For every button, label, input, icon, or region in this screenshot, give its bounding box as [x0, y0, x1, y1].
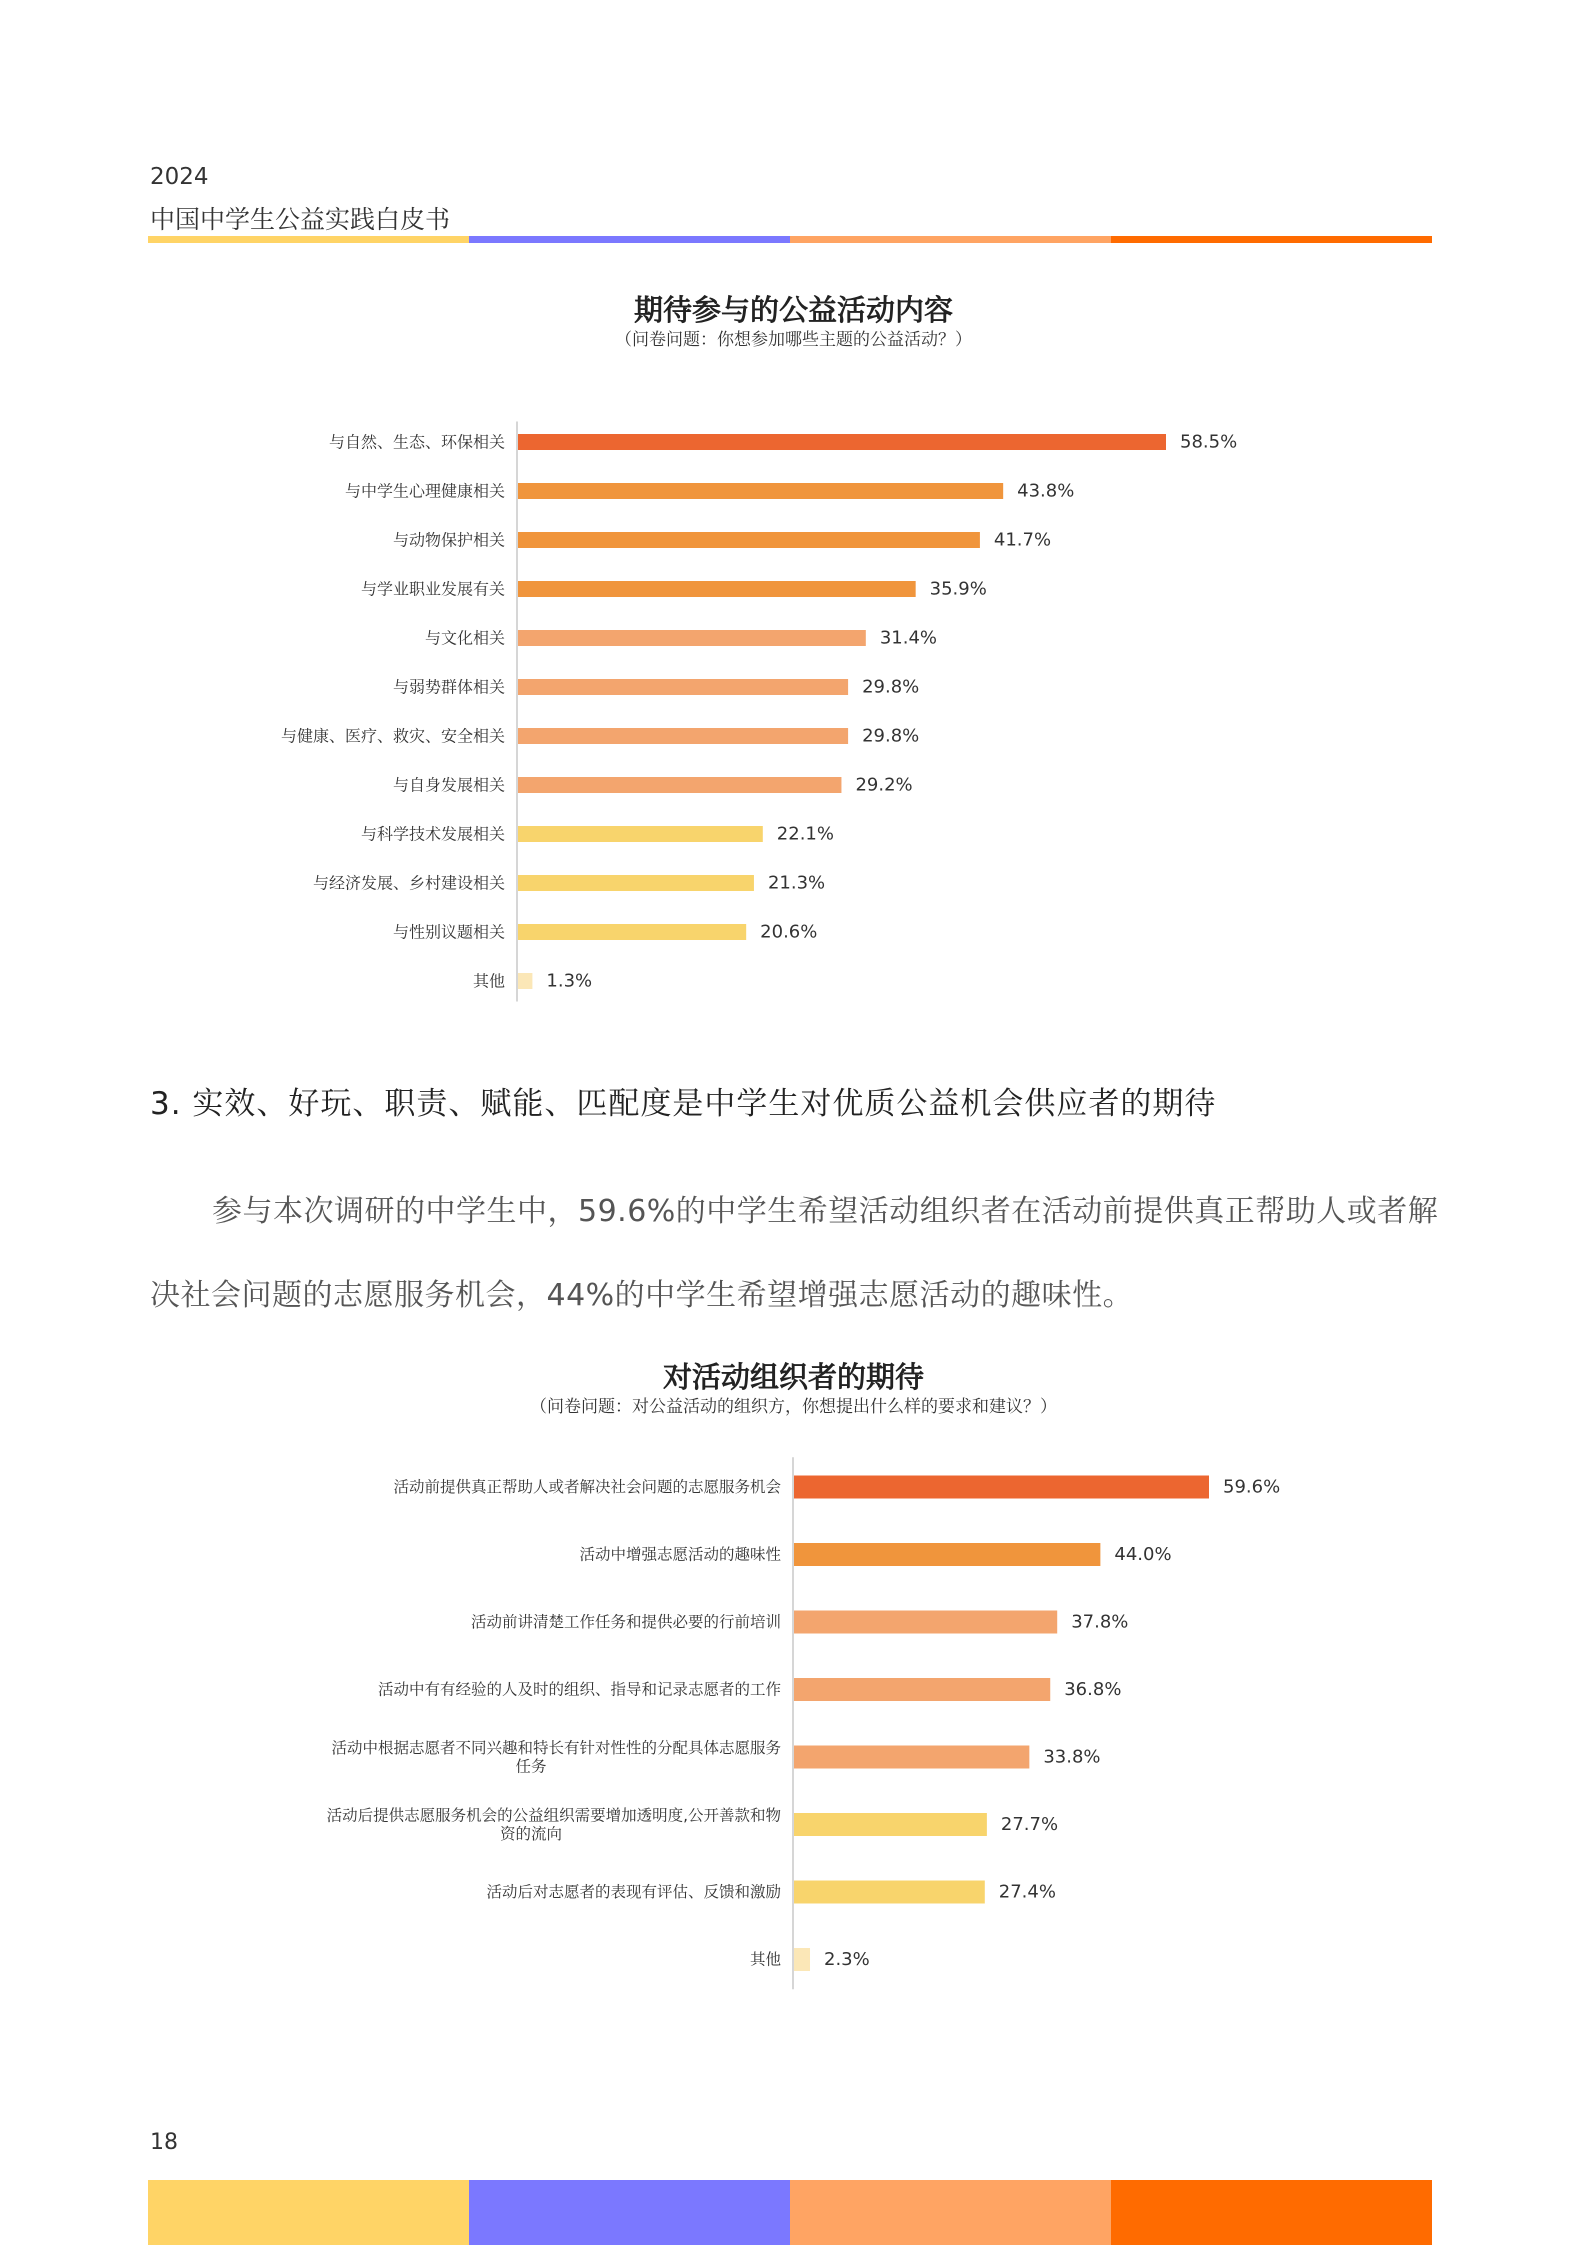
section-heading: 3. 实效、好玩、职责、赋能、匹配度是中学生对优质公益机会供应者的期待 — [150, 1086, 1217, 1122]
chart2-bar-6 — [794, 1881, 985, 1904]
chart2-category-label-2: 活动前讲清楚工作任务和提供必要的行前培训 — [470, 1613, 781, 1631]
chart1-value-label-10: 20.6% — [760, 921, 818, 943]
chart1-value-label-7: 29.2% — [855, 774, 913, 796]
chart1-bar-0 — [518, 434, 1166, 450]
chart2-value-label-4: 33.8% — [1043, 1746, 1101, 1768]
chart1-bar-6 — [518, 728, 848, 744]
footer-stripe-segment-1 — [469, 2180, 790, 2245]
chart1-value-label-6: 29.8% — [862, 725, 920, 747]
chart1-category-label-11: 其他 — [472, 971, 505, 991]
chart1-category-label-10: 与性别议题相关 — [392, 922, 505, 942]
chart2-category-label-5-line-1: 资的流向 — [499, 1824, 563, 1843]
chart1-subtitle: （问卷问题：你想参加哪些主题的公益活动？） — [615, 330, 972, 350]
chart2-category-label-0: 活动前提供真正帮助人或者解决社会问题的志愿服务机会 — [393, 1478, 781, 1496]
chart2-category-label-4-line-1: 任务 — [515, 1757, 547, 1776]
chart1-category-label-6: 与健康、医疗、救灾、安全相关 — [280, 726, 505, 746]
chart2-bar-3 — [794, 1678, 1050, 1701]
chart1-category-label-8: 与科学技术发展相关 — [360, 824, 505, 844]
chart2-bar-chart — [0, 1455, 1587, 1995]
chart1-bar-8 — [518, 826, 763, 842]
page-number: 18 — [150, 2130, 178, 2155]
chart1-category-label-0: 与自然、生态、环保相关 — [328, 432, 505, 452]
chart2-value-label-2: 37.8% — [1071, 1611, 1129, 1633]
chart2-title: 对活动组织者的期待 — [662, 1360, 924, 1394]
document-title: 中国中学生公益实践白皮书 — [150, 205, 451, 234]
chart1-bar-7 — [518, 777, 841, 793]
chart1-bar-11 — [518, 973, 532, 989]
chart1-bar-1 — [518, 483, 1003, 499]
body-paragraph: 参与本次调研的中学生中，59.6%的中学生希望活动组织者在活动前提供真正帮助人或者解决社会问题的志愿服务机会，44%的中学生希望增强志愿活动的趣味性。 — [150, 1194, 1439, 1313]
chart1-category-label-7: 与自身发展相关 — [392, 775, 505, 795]
chart1-category-label-9: 与经济发展、乡村建设相关 — [312, 873, 505, 893]
footer-stripe — [148, 2180, 1432, 2245]
header-stripe-segment-1 — [469, 236, 790, 243]
chart1-value-label-2: 41.7% — [993, 529, 1052, 551]
chart2-bar-5 — [794, 1813, 987, 1836]
chart1-value-label-8: 22.1% — [776, 823, 834, 845]
chart1-value-label-5: 29.8% — [862, 676, 920, 698]
chart1-bar-chart — [0, 405, 1587, 1005]
header-stripe-segment-3 — [1111, 236, 1432, 243]
chart1-bar-2 — [518, 532, 980, 548]
chart1-value-label-3: 35.9% — [929, 578, 987, 600]
chart2-category-label-1: 活动中增强志愿活动的趣味性 — [579, 1545, 781, 1564]
chart1-category-label-4: 与文化相关 — [424, 628, 505, 648]
chart1-category-label-3: 与学业职业发展有关 — [360, 579, 505, 599]
footer-stripe-segment-3 — [1111, 2180, 1432, 2245]
chart2-bar-1 — [794, 1543, 1100, 1566]
chart1-bar-10 — [518, 924, 746, 940]
chart2-bar-4 — [794, 1746, 1029, 1769]
footer-stripe-segment-0 — [148, 2180, 469, 2245]
chart1-category-label-1: 与中学生心理健康相关 — [344, 481, 505, 501]
chart2-value-label-6: 27.4% — [998, 1881, 1056, 1903]
chart1-value-label-11: 1.3% — [546, 970, 593, 992]
header-stripe-segment-2 — [790, 236, 1111, 243]
chart1-bar-9 — [518, 875, 754, 891]
chart2-category-label-5-line-0: 活动后提供志愿服务机会的公益组织需要增加透明度,公开善款和物 — [326, 1806, 781, 1825]
header-stripe-segment-0 — [148, 236, 469, 243]
chart2-value-label-1: 44.0% — [1114, 1544, 1172, 1565]
chart2-value-label-5: 27.7% — [1000, 1814, 1059, 1835]
chart2-bar-7 — [794, 1948, 810, 1971]
chart1-value-label-0: 58.5% — [1180, 431, 1238, 453]
chart1-category-label-2: 与动物保护相关 — [392, 530, 505, 550]
header-stripe — [148, 236, 1432, 243]
chart2-bar-2 — [794, 1611, 1057, 1634]
chart1-bar-4 — [518, 630, 866, 646]
chart1-value-label-4: 31.4% — [879, 627, 938, 649]
chart2-category-label-4-line-0: 活动中根据志愿者不同兴趣和特长有针对性性的分配具体志愿服务 — [331, 1738, 781, 1757]
chart2-value-label-7: 2.3% — [824, 1949, 870, 1970]
chart1-title: 期待参与的公益活动内容 — [633, 293, 953, 327]
chart2-subtitle: （问卷问题：对公益活动的组织方，你想提出什么样的要求和建议？） — [530, 1397, 1057, 1417]
footer-stripe-segment-2 — [790, 2180, 1111, 2245]
chart2-category-label-3: 活动中有有经验的人及时的组织、指导和记录志愿者的工作 — [377, 1680, 781, 1699]
chart2-category-label-7: 其他 — [749, 1950, 781, 1969]
chart2-value-label-0: 59.6% — [1223, 1476, 1281, 1498]
header-year: 2024 — [150, 164, 209, 190]
chart1-value-label-9: 21.3% — [767, 872, 826, 894]
chart1-bar-3 — [518, 581, 916, 597]
chart1-category-label-5: 与弱势群体相关 — [392, 677, 505, 697]
chart2-category-label-6: 活动后对志愿者的表现有评估、反馈和激励 — [486, 1883, 781, 1901]
chart2-bar-0 — [794, 1476, 1209, 1499]
chart2-value-label-3: 36.8% — [1064, 1679, 1122, 1700]
chart1-bar-5 — [518, 679, 848, 695]
chart1-value-label-1: 43.8% — [1017, 480, 1075, 502]
